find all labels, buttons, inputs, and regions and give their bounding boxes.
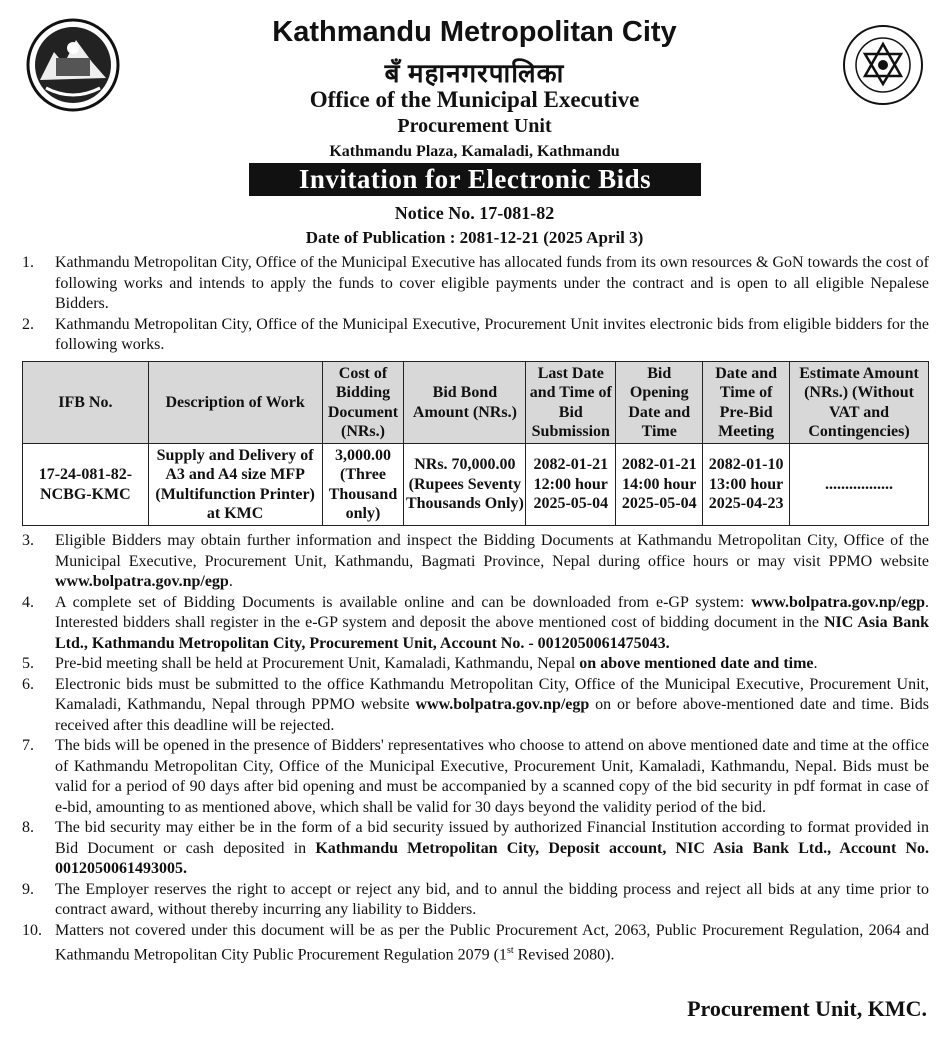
bid-bond: NRs. 70,000.00 (Rupees Seventy Thousands Only) [404,444,526,526]
banner-title: Invitation for Electronic Bids [249,163,701,196]
city-title-nepali: बँ महानगरपालिका [384,59,565,88]
document-cost: 3,000.00 (Three Thousand only) [322,444,404,526]
work-description: Supply and Delivery of A3 and A4 size MFP (Multifunction Printer) at KMC [148,444,322,526]
table-header: Date and Time of Pre-Bid Meeting [703,362,790,444]
table-header: Bid Opening Date and Time [616,362,703,444]
list-item: 8. The bid security may either be in the form of a bid security issued by authorized Financial Institution according to format provided in Bid Document or cash deposited in Kathmandu Metropolitan City, Deposit account, NIC Asia Bank Ltd., Account No. 0012050061493005. [22,819,929,877]
signoff: Procurement Unit, KMC. [687,996,927,1021]
list-item: 1. Kathmandu Metropolitan City, Office of the Municipal Executive has allocated funds from its own resources & GoN towards the cost of following works and intends to apply the funds to cover eligible payments under the contract and is open to all eligible Nepalese Bidders. [22,254,929,312]
list-item: 3. Eligible Bidders may obtain further information and inspect the Bidding Documents at Kathmandu Metropolitan City, Office of the Municipal Executive, Procurement Unit, Kathmandu, Bagmati Province, Nepal during office hours or may visit PPMO website www.bolpatra.gov.np/egp. [22,532,929,590]
address: Kathmandu Plaza, Kamaladi, Kathmandu [329,143,620,160]
table-header: Bid Bond Amount (NRs.) [404,362,526,444]
list-item: 4. A complete set of Bidding Documents is available online and can be downloaded from e-GP system: www.bolpatra.gov.np/egp. Interested bidders shall register in the e-GP system and deposit the above mentioned cost of bidding document in the NIC Asia Bank Ltd., Kathmandu Metropolitan City, Procurement Unit, Account No. - 0012050061475043. [22,593,929,652]
table-header: Description of Work [148,362,322,444]
notice-number: Notice No. 17-081-82 [394,203,555,223]
estimate-amount: ................. [790,444,929,526]
submission-datetime: 2082-01-21 12:00 hour 2025-05-04 [526,444,616,526]
table-header-row [23,362,929,444]
list-item: 10. Matters not covered under this document will be as per the Public Procurement Act, 2063, Public Procurement Regulation, 2064 and Kathmandu Metropolitan City Public Procurement Regulation 2079 (1st Revised 2080). [22,921,929,964]
notice-items-bottom [22,531,929,966]
ifb-number: 17-24-081-82-NCBG-KMC [23,444,149,526]
publication-date: Date of Publication : 2081-12-21 (2025 April 3) [305,228,644,247]
bids-table [22,361,929,526]
list-item: 6. Electronic bids must be submitted to the office Kathmandu Metropolitan City, Office of the Municipal Executive, Procurement Unit, Kamaladi, Kathmandu, Nepal through PPMO website www.bolpatra.gov.np/egp on or before above-mentioned date and time. Bids received after this deadline will be rejected. [22,675,929,734]
table-header: IFB No. [23,362,149,444]
opening-datetime: 2082-01-21 14:00 hour 2025-05-04 [616,444,703,526]
city-title: Kathmandu Metropolitan City [272,16,677,48]
list-item: 5. Pre-bid meeting shall be held at Procurement Unit, Kamaladi, Kathmandu, Nepal on above mentioned date and time. [22,655,818,672]
list-item: 9. The Employer reserves the right to accept or reject any bid, and to annul the bidding process and reject all bids at any time prior to contract award, without thereby incurring any liability to Bidders. [22,880,929,918]
table-row [23,444,929,526]
list-item: 2. Kathmandu Metropolitan City, Office of the Municipal Executive, Procurement Unit invites electronic bids from eligible bidders for the following works. [22,315,929,353]
table-header: Last Date and Time of Bid Submission [526,362,616,444]
unit-title: Procurement Unit [397,115,552,137]
list-item: 7. The bids will be opened in the presence of Bidders' representatives who choose to attend on above mentioned date and time at the office of Kathmandu Metropolitan City, Office of the Municipal Executive, Procurement Unit, Kamaladi, Kathmandu, Nepal. Bids must be valid for a period of 90 days after bid opening and must be accompanied by a scanned copy of the bid security in pdf format in case of e-bid, amounting to as mentioned above, which shall be valid for 30 days beyond the validity period of the bid. [22,737,929,816]
office-title: Office of the Municipal Executive [309,87,640,112]
prebid-datetime: 2082-01-10 13:00 hour 2025-04-23 [703,444,790,526]
table-header: Cost of Bidding Document (NRs.) [322,362,404,444]
notice-items-top [22,253,929,356]
table-header: Estimate Amount (NRs.) (Without VAT and Contingencies) [790,362,929,444]
